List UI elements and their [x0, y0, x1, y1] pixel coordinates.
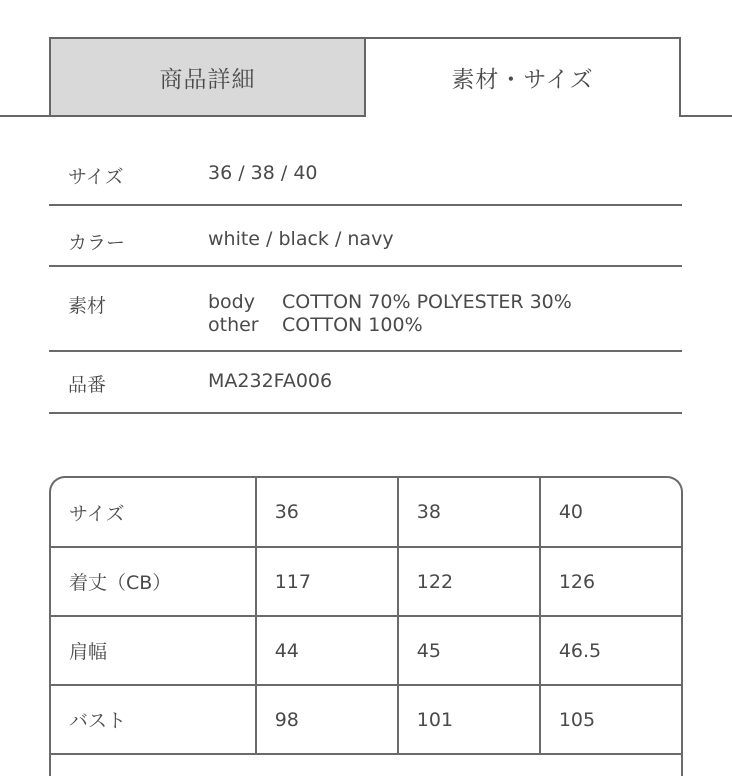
table-header-cell: 36	[256, 478, 398, 547]
material-detail-body: COTTON 70% POLYESTER 30%	[282, 291, 572, 313]
spec-label-color: カラー	[68, 232, 126, 254]
table-cell: 101	[398, 685, 540, 754]
table-row	[51, 616, 681, 685]
table-cell: 122	[398, 547, 540, 616]
tab-product-details[interactable]	[49, 37, 366, 117]
table-cell: 98	[256, 685, 398, 754]
table-cell: 126	[540, 547, 681, 616]
material-detail-other: COTTON 100%	[282, 314, 423, 336]
spec-value-material	[208, 291, 572, 337]
table-row	[51, 685, 681, 754]
table-header-cell: サイズ	[51, 478, 256, 547]
spec-row-product-number	[49, 352, 682, 414]
table-cell: 45	[398, 616, 540, 685]
table-row-label: バスト	[51, 685, 256, 754]
table-cell: 105	[540, 685, 681, 754]
spec-label-product-number: 品番	[68, 374, 107, 396]
table-header-row	[51, 478, 681, 547]
table-header-cell: 40	[540, 478, 681, 547]
spec-row-color	[49, 206, 682, 267]
spec-value-size: 36 / 38 / 40	[208, 162, 318, 184]
spec-row-material	[49, 267, 682, 352]
size-table	[49, 476, 683, 776]
tab-baseline-right	[679, 115, 732, 117]
table-header-cell: 38	[398, 478, 540, 547]
table-row-label: 肩幅	[51, 616, 256, 685]
size-table-grid	[51, 478, 681, 755]
table-cell: 44	[256, 616, 398, 685]
material-line-other	[208, 314, 572, 337]
tab-product-details-label: 商品詳細	[159, 66, 256, 93]
material-part-other: other	[208, 314, 259, 336]
table-row	[51, 547, 681, 616]
tab-material-size-label: 素材・サイズ	[451, 66, 594, 93]
tab-material-size[interactable]	[364, 37, 681, 115]
material-part-body: body	[208, 291, 255, 313]
spec-value-product-number: MA232FA006	[208, 370, 333, 392]
tab-baseline-left	[0, 115, 51, 117]
spec-label-material: 素材	[68, 295, 107, 317]
spec-row-size	[49, 140, 682, 206]
table-cell: 117	[256, 547, 398, 616]
spec-label-size: サイズ	[68, 166, 124, 188]
spec-list	[49, 140, 682, 414]
spec-value-color: white / black / navy	[208, 228, 394, 250]
table-row-label: 着丈（CB）	[51, 547, 256, 616]
material-line-body	[208, 291, 572, 314]
table-cell: 46.5	[540, 616, 681, 685]
